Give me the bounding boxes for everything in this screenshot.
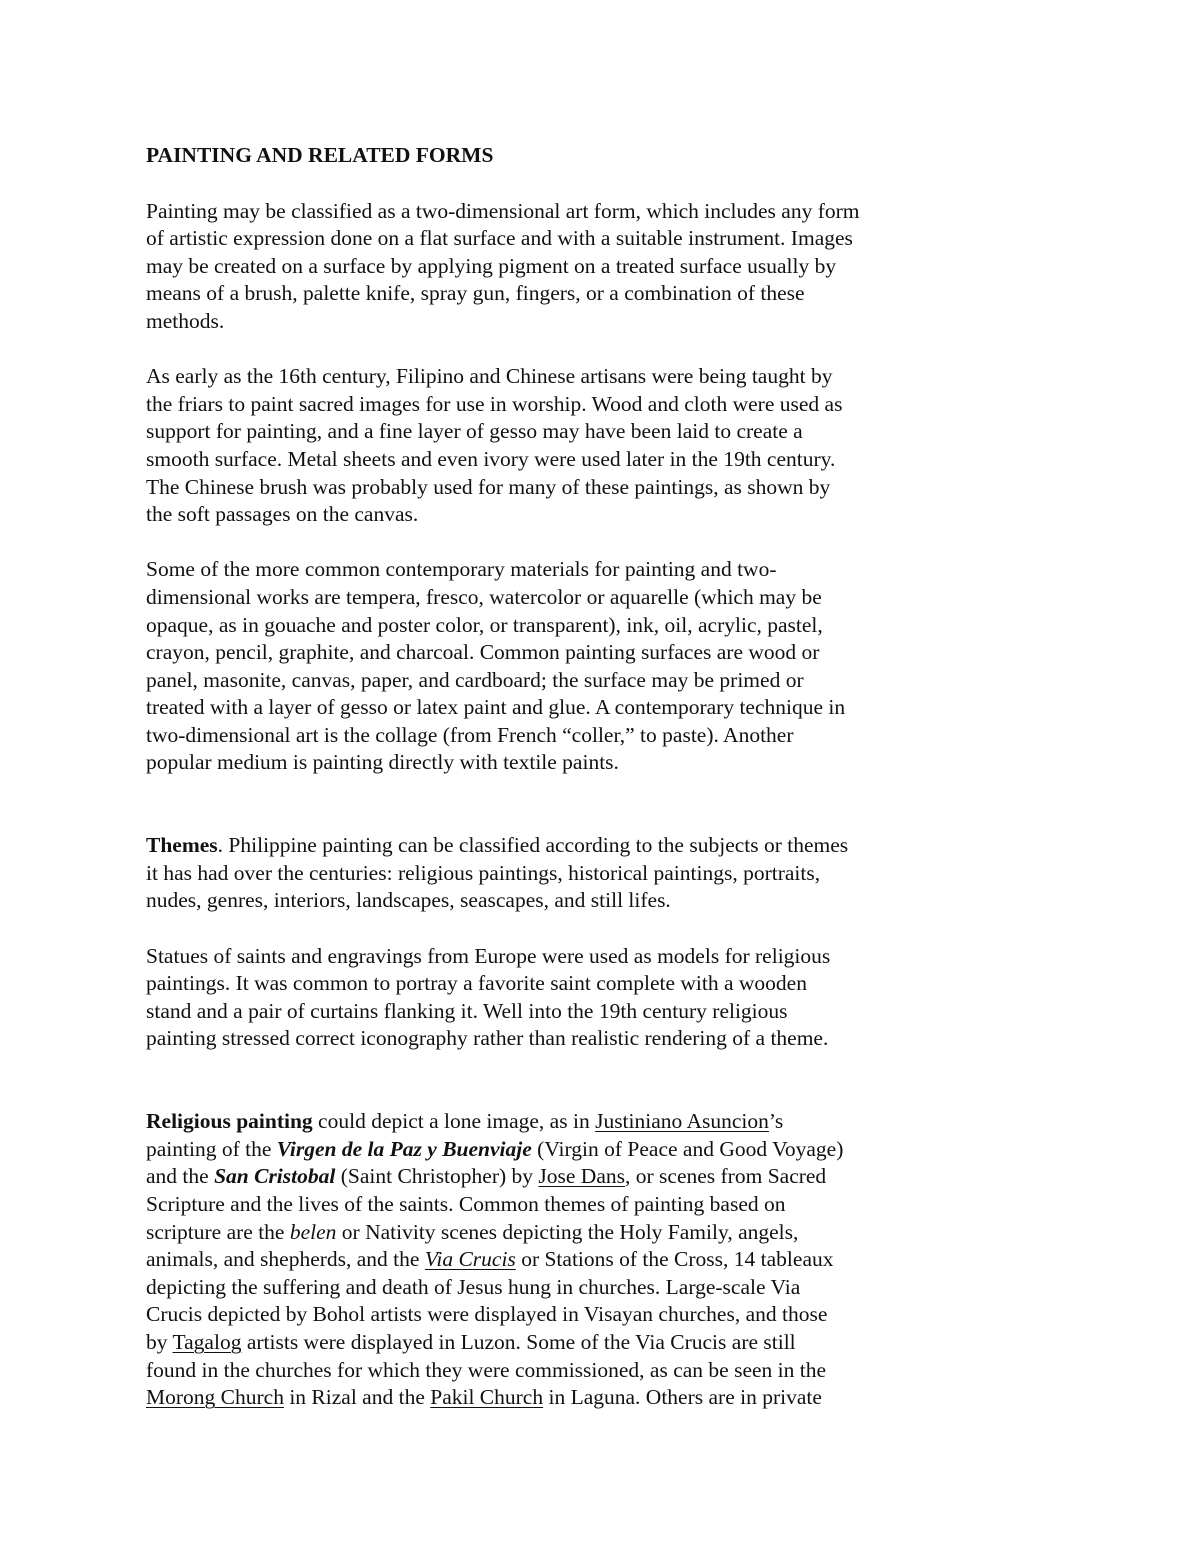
text-line: treated with a layer of gesso or latex paint and glue. A contemporary technique in — [146, 695, 846, 720]
themes-paragraph — [146, 832, 936, 915]
artwork-title-san-cristobal: San Cristobal — [214, 1164, 336, 1189]
text-run: animals, and shepherds, and the — [146, 1247, 425, 1272]
text-run: and the — [146, 1164, 215, 1189]
text-line: crayon, pencil, graphite, and charcoal. Common painting surfaces are wood or — [146, 640, 820, 665]
artwork-title-virgen: Virgen de la Paz y Buenviaje — [276, 1136, 532, 1161]
text-run: (Saint Christopher) by — [335, 1164, 539, 1189]
text-run: (Virgin of Peace and Good Voyage) — [531, 1136, 844, 1161]
text-run: , or scenes from Sacred — [625, 1164, 827, 1189]
text-line: smooth surface. Metal sheets and even ivory were used later in the 19th century. — [146, 446, 836, 471]
text-run: or Nativity scenes depicting the Holy Family, angels, — [336, 1219, 799, 1244]
text-line: Some of the more common contemporary materials for painting and two- — [146, 557, 777, 582]
link-tagalog[interactable]: Tagalog — [172, 1329, 242, 1354]
text-line: depicting the suffering and death of Jesus hung in churches. Large-scale Via — [146, 1274, 801, 1299]
materials-paragraph — [146, 556, 936, 777]
text-line: popular medium is painting directly with textile paints. — [146, 750, 619, 775]
text-line: support for painting, and a fine layer of gesso may have been laid to create a — [146, 419, 803, 444]
text-line: methods. — [146, 308, 225, 333]
text-line: The Chinese brush was probably used for many of these paintings, as shown by — [146, 474, 831, 499]
text-line: panel, masonite, canvas, paper, and cardboard; the surface may be primed or — [146, 667, 804, 692]
text-line: of artistic expression done on a flat surface and with a suitable instrument. Images — [146, 226, 853, 251]
text-line: Crucis depicted by Bohol artists were displayed in Visayan churches, and those — [146, 1302, 828, 1327]
text-line — [146, 1384, 936, 1412]
text-line: it has had over the centuries: religious paintings, historical paintings, portraits, — [146, 860, 821, 885]
text-run: or Stations of the Cross, 14 tableaux — [515, 1247, 834, 1272]
link-via-crucis[interactable]: Via Crucis — [424, 1247, 516, 1272]
text-line — [146, 1219, 936, 1247]
text-run: artists were displayed in Luzon. Some of the Via Crucis are still — [241, 1329, 796, 1354]
text-line: Scripture and the lives of the saints. Common themes of painting based on — [146, 1191, 786, 1216]
text-line — [146, 1108, 936, 1136]
themes-heading: Themes — [146, 833, 218, 858]
link-pakil-church[interactable]: Pakil Church — [430, 1385, 544, 1410]
text-run: in Laguna. Others are in private — [543, 1385, 822, 1410]
text-run: painting of the — [146, 1136, 277, 1161]
text-run: in Rizal and the — [283, 1385, 431, 1410]
italic-term-belen: belen — [289, 1219, 337, 1244]
statues-paragraph — [146, 943, 936, 1053]
text-run: ’s — [768, 1109, 784, 1134]
religious-painting-paragraph — [146, 1108, 936, 1412]
text-run: . Philippine painting can be classified according to the subjects or themes — [217, 833, 849, 858]
text-line — [146, 1163, 936, 1191]
document-body — [146, 142, 936, 1412]
text-line: painting stressed correct iconography rather than realistic rendering of a theme. — [146, 1026, 829, 1051]
text-line: stand and a pair of curtains flanking it. Well into the 19th century religious — [146, 998, 788, 1023]
text-run: scripture are the — [146, 1219, 290, 1244]
text-line: two-dimensional art is the collage (from French “coller,” to paste). Another — [146, 722, 794, 747]
history-paragraph — [146, 363, 936, 529]
religious-painting-heading: Religious painting — [146, 1109, 313, 1134]
text-line — [146, 832, 936, 860]
text-run: by — [146, 1329, 173, 1354]
text-line: found in the churches for which they were commissioned, as can be seen in the — [146, 1357, 827, 1382]
intro-paragraph — [146, 198, 936, 336]
text-line — [146, 1136, 936, 1164]
text-line: dimensional works are tempera, fresco, watercolor or aquarelle (which may be — [146, 584, 822, 609]
link-morong-church[interactable]: Morong Church — [146, 1385, 284, 1410]
text-line: opaque, as in gouache and poster color, or transparent), ink, oil, acrylic, pastel, — [146, 612, 823, 637]
text-line — [146, 1329, 936, 1357]
text-line: Painting may be classified as a two-dimensional art form, which includes any form — [146, 198, 860, 223]
text-line: the friars to paint sacred images for use in worship. Wood and cloth were used as — [146, 391, 843, 416]
text-line — [146, 1246, 936, 1274]
link-justiniano-asuncion[interactable]: Justiniano Asuncion — [595, 1109, 769, 1134]
text-run: could depict a lone image, as in — [312, 1109, 596, 1134]
text-line: nudes, genres, interiors, landscapes, seascapes, and still lifes. — [146, 888, 671, 913]
text-line: paintings. It was common to portray a favorite saint complete with a wooden — [146, 971, 807, 996]
text-line: Statues of saints and engravings from Europe were used as models for religious — [146, 943, 831, 968]
text-line: As early as the 16th century, Filipino and Chinese artisans were being taught by — [146, 364, 833, 389]
text-line: means of a brush, palette knife, spray gun, fingers, or a combination of these — [146, 281, 805, 306]
page-title: PAINTING AND RELATED FORMS — [146, 143, 494, 167]
text-line: may be created on a surface by applying pigment on a treated surface usually by — [146, 253, 837, 278]
text-line: the soft passages on the canvas. — [146, 502, 419, 527]
link-jose-dans[interactable]: Jose Dans — [538, 1164, 625, 1189]
